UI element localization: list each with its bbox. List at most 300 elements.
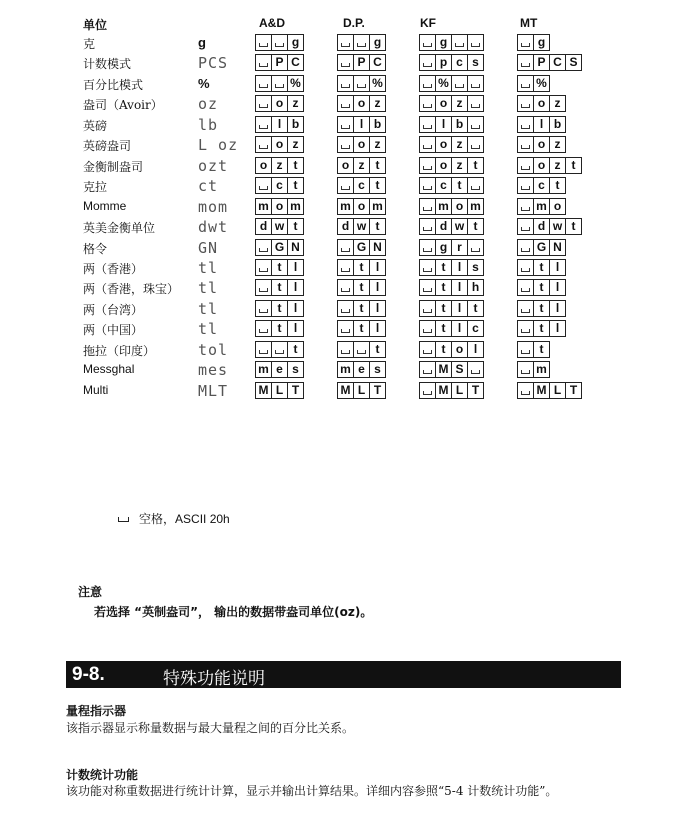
func2-title: 计数统计功能 bbox=[66, 768, 139, 782]
format-kf bbox=[419, 75, 483, 92]
space-cell bbox=[337, 279, 354, 296]
format-mt bbox=[517, 116, 565, 133]
char-cell: t bbox=[369, 177, 386, 194]
space-cell bbox=[255, 75, 272, 92]
char-cell: % bbox=[435, 75, 452, 92]
unit-name: 两（台湾） bbox=[83, 303, 144, 317]
char-cell: t bbox=[287, 341, 304, 358]
unit-symbol: ozt bbox=[198, 157, 229, 175]
space-cell bbox=[337, 320, 354, 337]
header-dp: D.P. bbox=[343, 16, 365, 30]
char-cell: o bbox=[271, 95, 288, 112]
char-cell: l bbox=[549, 320, 566, 337]
char-cell: c bbox=[353, 177, 370, 194]
unit-name: Messghal bbox=[83, 362, 135, 376]
char-cell: t bbox=[565, 157, 582, 174]
space-cell bbox=[517, 116, 534, 133]
char-cell: z bbox=[353, 157, 370, 174]
space-cell bbox=[337, 34, 354, 51]
char-cell: m bbox=[337, 198, 354, 215]
format-mt bbox=[517, 279, 565, 296]
space-cell bbox=[517, 300, 534, 317]
space-cell bbox=[419, 34, 436, 51]
char-cell: l bbox=[435, 116, 452, 133]
char-cell: t bbox=[369, 157, 386, 174]
func1-title: 量程指示器 bbox=[66, 704, 127, 718]
space-cell bbox=[467, 239, 484, 256]
char-cell: t bbox=[369, 218, 386, 235]
char-cell: t bbox=[353, 259, 370, 276]
format-dp bbox=[337, 177, 385, 194]
format-ad bbox=[255, 300, 303, 317]
space-cell bbox=[337, 177, 354, 194]
func2-body: 该功能对称重数据进行统计计算，显示并输出计算结果。详细内容参照“5-4 计数统计功能”。 bbox=[66, 784, 558, 798]
format-ad bbox=[255, 341, 303, 358]
char-cell: l bbox=[287, 279, 304, 296]
space-cell bbox=[271, 75, 288, 92]
space-cell bbox=[419, 95, 436, 112]
header-ad: A&D bbox=[259, 16, 285, 30]
space-cell bbox=[517, 177, 534, 194]
char-cell: o bbox=[353, 198, 370, 215]
func1-body: 该指示器显示称量数据与最大量程之间的百分比关系。 bbox=[66, 721, 355, 735]
char-cell: l bbox=[287, 259, 304, 276]
format-ad bbox=[255, 157, 303, 174]
format-ad bbox=[255, 239, 303, 256]
format-mt bbox=[517, 320, 565, 337]
char-cell: T bbox=[369, 382, 386, 399]
char-cell: t bbox=[435, 279, 452, 296]
char-cell: m bbox=[369, 198, 386, 215]
space-cell bbox=[337, 300, 354, 317]
space-cell bbox=[337, 75, 354, 92]
char-cell: d bbox=[435, 218, 452, 235]
char-cell: c bbox=[451, 54, 468, 71]
char-cell: b bbox=[369, 116, 386, 133]
format-dp bbox=[337, 54, 385, 71]
unit-symbol: tol bbox=[198, 341, 229, 359]
char-cell: t bbox=[271, 320, 288, 337]
char-cell: t bbox=[435, 341, 452, 358]
unit-name: 两（香港） bbox=[83, 262, 144, 276]
format-kf bbox=[419, 177, 483, 194]
char-cell: P bbox=[271, 54, 288, 71]
char-cell: o bbox=[271, 198, 288, 215]
space-cell bbox=[419, 361, 436, 378]
format-dp bbox=[337, 198, 385, 215]
format-dp bbox=[337, 382, 385, 399]
char-cell: c bbox=[467, 320, 484, 337]
unit-symbol: tl bbox=[198, 300, 219, 318]
format-mt bbox=[517, 136, 565, 153]
unit-name: Momme bbox=[83, 199, 127, 213]
unit-symbol: L oz bbox=[198, 136, 239, 154]
unit-symbol: tl bbox=[198, 320, 219, 338]
space-cell bbox=[255, 116, 272, 133]
table-row bbox=[0, 340, 685, 360]
space-cell bbox=[419, 320, 436, 337]
char-cell: l bbox=[369, 259, 386, 276]
char-cell: o bbox=[255, 157, 272, 174]
section-number: 9-8. bbox=[72, 664, 105, 685]
char-cell: o bbox=[549, 198, 566, 215]
unit-name: 克拉 bbox=[83, 180, 108, 194]
char-cell: m bbox=[467, 198, 484, 215]
space-cell bbox=[337, 341, 354, 358]
char-cell: t bbox=[287, 177, 304, 194]
char-cell: z bbox=[287, 95, 304, 112]
char-cell: G bbox=[353, 239, 370, 256]
unit-name: 格令 bbox=[83, 242, 108, 256]
char-cell: z bbox=[451, 95, 468, 112]
space-cell bbox=[517, 54, 534, 71]
format-ad bbox=[255, 259, 303, 276]
char-cell: t bbox=[451, 177, 468, 194]
char-cell: l bbox=[287, 320, 304, 337]
char-cell: g bbox=[287, 34, 304, 51]
char-cell: s bbox=[369, 361, 386, 378]
space-cell bbox=[419, 75, 436, 92]
unit-symbol: MLT bbox=[198, 382, 229, 400]
space-cell bbox=[517, 259, 534, 276]
char-cell: N bbox=[287, 239, 304, 256]
table-row bbox=[0, 258, 685, 278]
char-cell: e bbox=[353, 361, 370, 378]
unit-symbol: g bbox=[198, 35, 206, 50]
unit-name: 克 bbox=[83, 37, 96, 51]
unit-name: 百分比模式 bbox=[83, 78, 144, 92]
format-kf bbox=[419, 361, 483, 378]
space-cell bbox=[255, 54, 272, 71]
table-row bbox=[0, 115, 685, 135]
table-row bbox=[0, 135, 685, 155]
format-kf bbox=[419, 320, 483, 337]
table-row bbox=[0, 176, 685, 196]
format-ad bbox=[255, 382, 303, 399]
format-ad bbox=[255, 218, 303, 235]
format-kf bbox=[419, 341, 483, 358]
char-cell: L bbox=[549, 382, 566, 399]
format-kf bbox=[419, 116, 483, 133]
char-cell: z bbox=[369, 136, 386, 153]
char-cell: o bbox=[451, 198, 468, 215]
unit-symbol: lb bbox=[198, 116, 219, 134]
char-cell: t bbox=[565, 218, 582, 235]
char-cell: M bbox=[337, 382, 354, 399]
char-cell: t bbox=[549, 177, 566, 194]
space-cell bbox=[337, 259, 354, 276]
format-mt bbox=[517, 341, 549, 358]
char-cell: L bbox=[353, 382, 370, 399]
char-cell: T bbox=[467, 382, 484, 399]
char-cell: t bbox=[435, 259, 452, 276]
format-ad bbox=[255, 320, 303, 337]
note-body: 若选择 “英制盎司”， 输出的数据带盎司单位(oz)。 bbox=[94, 605, 373, 619]
space-cell bbox=[419, 198, 436, 215]
format-mt bbox=[517, 75, 549, 92]
char-cell: t bbox=[353, 320, 370, 337]
char-cell: w bbox=[451, 218, 468, 235]
format-mt bbox=[517, 177, 565, 194]
char-cell: M bbox=[255, 382, 272, 399]
char-cell: r bbox=[451, 239, 468, 256]
char-cell: s bbox=[287, 361, 304, 378]
format-ad bbox=[255, 54, 303, 71]
char-cell: g bbox=[369, 34, 386, 51]
format-kf bbox=[419, 239, 483, 256]
space-cell bbox=[467, 177, 484, 194]
space-cell bbox=[337, 54, 354, 71]
unit-symbol: mes bbox=[198, 361, 229, 379]
legend-text: 空格， bbox=[139, 512, 176, 526]
table-row bbox=[0, 217, 685, 237]
space-cell bbox=[419, 116, 436, 133]
char-cell: L bbox=[451, 382, 468, 399]
unit-symbol: oz bbox=[198, 95, 219, 113]
format-mt bbox=[517, 198, 565, 215]
char-cell: C bbox=[549, 54, 566, 71]
space-cell bbox=[517, 218, 534, 235]
space-cell bbox=[467, 95, 484, 112]
format-dp bbox=[337, 320, 385, 337]
space-cell bbox=[255, 300, 272, 317]
char-cell: t bbox=[435, 320, 452, 337]
char-cell: N bbox=[369, 239, 386, 256]
space-cell bbox=[467, 116, 484, 133]
format-ad bbox=[255, 198, 303, 215]
char-cell: l bbox=[549, 259, 566, 276]
format-mt bbox=[517, 34, 549, 51]
space-cell bbox=[517, 95, 534, 112]
format-dp bbox=[337, 75, 385, 92]
format-dp bbox=[337, 259, 385, 276]
unit-name: 两（中国） bbox=[83, 323, 144, 337]
char-cell: l bbox=[533, 116, 550, 133]
format-kf bbox=[419, 218, 483, 235]
char-cell: l bbox=[549, 300, 566, 317]
space-cell bbox=[517, 75, 534, 92]
space-cell bbox=[353, 34, 370, 51]
char-cell: l bbox=[353, 116, 370, 133]
char-cell: o bbox=[337, 157, 354, 174]
unit-symbol: tl bbox=[198, 259, 219, 277]
format-kf bbox=[419, 54, 483, 71]
space-cell bbox=[419, 218, 436, 235]
unit-symbol: % bbox=[198, 76, 210, 91]
format-ad bbox=[255, 279, 303, 296]
char-cell: e bbox=[271, 361, 288, 378]
format-dp bbox=[337, 95, 385, 112]
section-title: 特殊功能说明 bbox=[163, 669, 265, 689]
unit-symbol: mom bbox=[198, 198, 229, 216]
table-row bbox=[0, 156, 685, 176]
char-cell: z bbox=[549, 95, 566, 112]
space-cell bbox=[255, 259, 272, 276]
format-dp bbox=[337, 157, 385, 174]
format-dp bbox=[337, 116, 385, 133]
space-cell bbox=[517, 361, 534, 378]
space-cell bbox=[337, 239, 354, 256]
format-dp bbox=[337, 361, 385, 378]
char-cell: l bbox=[271, 116, 288, 133]
table-row bbox=[0, 94, 685, 114]
char-cell: d bbox=[255, 218, 272, 235]
unit-name: 盎司（Avoir） bbox=[83, 98, 163, 112]
space-cell bbox=[419, 300, 436, 317]
unit-symbol: PCS bbox=[198, 54, 229, 72]
char-cell: d bbox=[337, 218, 354, 235]
header-unit: 单位 bbox=[83, 18, 108, 32]
space-cell bbox=[255, 320, 272, 337]
char-cell: s bbox=[467, 259, 484, 276]
char-cell: z bbox=[369, 95, 386, 112]
format-kf bbox=[419, 34, 483, 51]
format-dp bbox=[337, 136, 385, 153]
format-mt bbox=[517, 95, 565, 112]
char-cell: P bbox=[353, 54, 370, 71]
space-cell bbox=[337, 116, 354, 133]
unit-name: 英磅 bbox=[83, 119, 108, 133]
char-cell: m bbox=[337, 361, 354, 378]
format-mt bbox=[517, 54, 581, 71]
format-kf bbox=[419, 279, 483, 296]
table-row bbox=[0, 381, 685, 401]
format-dp bbox=[337, 239, 385, 256]
space-cell bbox=[419, 239, 436, 256]
space-cell bbox=[255, 136, 272, 153]
space-symbol-icon bbox=[118, 517, 129, 522]
char-cell: S bbox=[565, 54, 582, 71]
char-cell: b bbox=[451, 116, 468, 133]
char-cell: l bbox=[467, 341, 484, 358]
char-cell: t bbox=[533, 259, 550, 276]
char-cell: M bbox=[435, 361, 452, 378]
char-cell: w bbox=[549, 218, 566, 235]
char-cell: t bbox=[467, 157, 484, 174]
char-cell: t bbox=[271, 259, 288, 276]
table-row bbox=[0, 278, 685, 298]
format-mt bbox=[517, 259, 565, 276]
char-cell: l bbox=[451, 279, 468, 296]
space-cell bbox=[419, 341, 436, 358]
format-mt bbox=[517, 382, 581, 399]
table-row bbox=[0, 299, 685, 319]
char-cell: b bbox=[549, 116, 566, 133]
char-cell: w bbox=[353, 218, 370, 235]
table-row bbox=[0, 319, 685, 339]
space-cell bbox=[517, 157, 534, 174]
char-cell: T bbox=[565, 382, 582, 399]
char-cell: o bbox=[435, 157, 452, 174]
format-mt bbox=[517, 157, 581, 174]
space-cell bbox=[451, 75, 468, 92]
char-cell: t bbox=[533, 300, 550, 317]
space-cell bbox=[271, 34, 288, 51]
char-cell: o bbox=[435, 95, 452, 112]
char-cell: l bbox=[369, 300, 386, 317]
char-cell: l bbox=[287, 300, 304, 317]
note-title: 注意 bbox=[78, 585, 103, 599]
char-cell: T bbox=[287, 382, 304, 399]
space-cell bbox=[517, 382, 534, 399]
space-cell bbox=[337, 95, 354, 112]
char-cell: z bbox=[549, 136, 566, 153]
char-cell: o bbox=[533, 95, 550, 112]
format-dp bbox=[337, 300, 385, 317]
char-cell: z bbox=[287, 136, 304, 153]
table-row bbox=[0, 74, 685, 94]
char-cell: % bbox=[533, 75, 550, 92]
unit-name: 英美金衡单位 bbox=[83, 221, 156, 235]
format-kf bbox=[419, 157, 483, 174]
space-cell bbox=[517, 341, 534, 358]
space-cell bbox=[419, 136, 436, 153]
char-cell: h bbox=[467, 279, 484, 296]
char-cell: m bbox=[533, 361, 550, 378]
char-cell: t bbox=[467, 218, 484, 235]
table-row bbox=[0, 33, 685, 53]
space-cell bbox=[255, 177, 272, 194]
char-cell: d bbox=[533, 218, 550, 235]
char-cell: % bbox=[287, 75, 304, 92]
char-cell: c bbox=[533, 177, 550, 194]
char-cell: t bbox=[287, 218, 304, 235]
space-cell bbox=[255, 95, 272, 112]
unit-symbol: tl bbox=[198, 279, 219, 297]
char-cell: c bbox=[435, 177, 452, 194]
char-cell: t bbox=[369, 341, 386, 358]
char-cell: m bbox=[255, 198, 272, 215]
format-ad bbox=[255, 75, 303, 92]
space-cell bbox=[419, 54, 436, 71]
char-cell: t bbox=[533, 341, 550, 358]
format-ad bbox=[255, 116, 303, 133]
char-cell: z bbox=[451, 157, 468, 174]
space-cell bbox=[467, 75, 484, 92]
char-cell: l bbox=[451, 259, 468, 276]
space-cell bbox=[517, 320, 534, 337]
format-kf bbox=[419, 259, 483, 276]
char-cell: g bbox=[435, 239, 452, 256]
space-cell bbox=[353, 75, 370, 92]
char-cell: M bbox=[435, 382, 452, 399]
format-ad bbox=[255, 136, 303, 153]
char-cell: G bbox=[533, 239, 550, 256]
char-cell: z bbox=[271, 157, 288, 174]
format-kf bbox=[419, 136, 483, 153]
char-cell: o bbox=[271, 136, 288, 153]
char-cell: z bbox=[549, 157, 566, 174]
unit-name: Multi bbox=[83, 383, 109, 397]
space-cell bbox=[467, 136, 484, 153]
char-cell: m bbox=[287, 198, 304, 215]
format-mt bbox=[517, 361, 549, 378]
format-dp bbox=[337, 218, 385, 235]
unit-name: 金衡制盎司 bbox=[83, 160, 144, 174]
char-cell: S bbox=[451, 361, 468, 378]
space-cell bbox=[517, 136, 534, 153]
char-cell: N bbox=[549, 239, 566, 256]
unit-name: 拖拉（印度） bbox=[83, 344, 156, 358]
unit-symbol: ct bbox=[198, 177, 219, 195]
unit-symbol: dwt bbox=[198, 218, 229, 236]
char-cell: w bbox=[271, 218, 288, 235]
header-mt: MT bbox=[520, 16, 538, 30]
header-kf: KF bbox=[420, 16, 436, 30]
format-mt bbox=[517, 300, 565, 317]
char-cell: t bbox=[353, 300, 370, 317]
char-cell: G bbox=[271, 239, 288, 256]
